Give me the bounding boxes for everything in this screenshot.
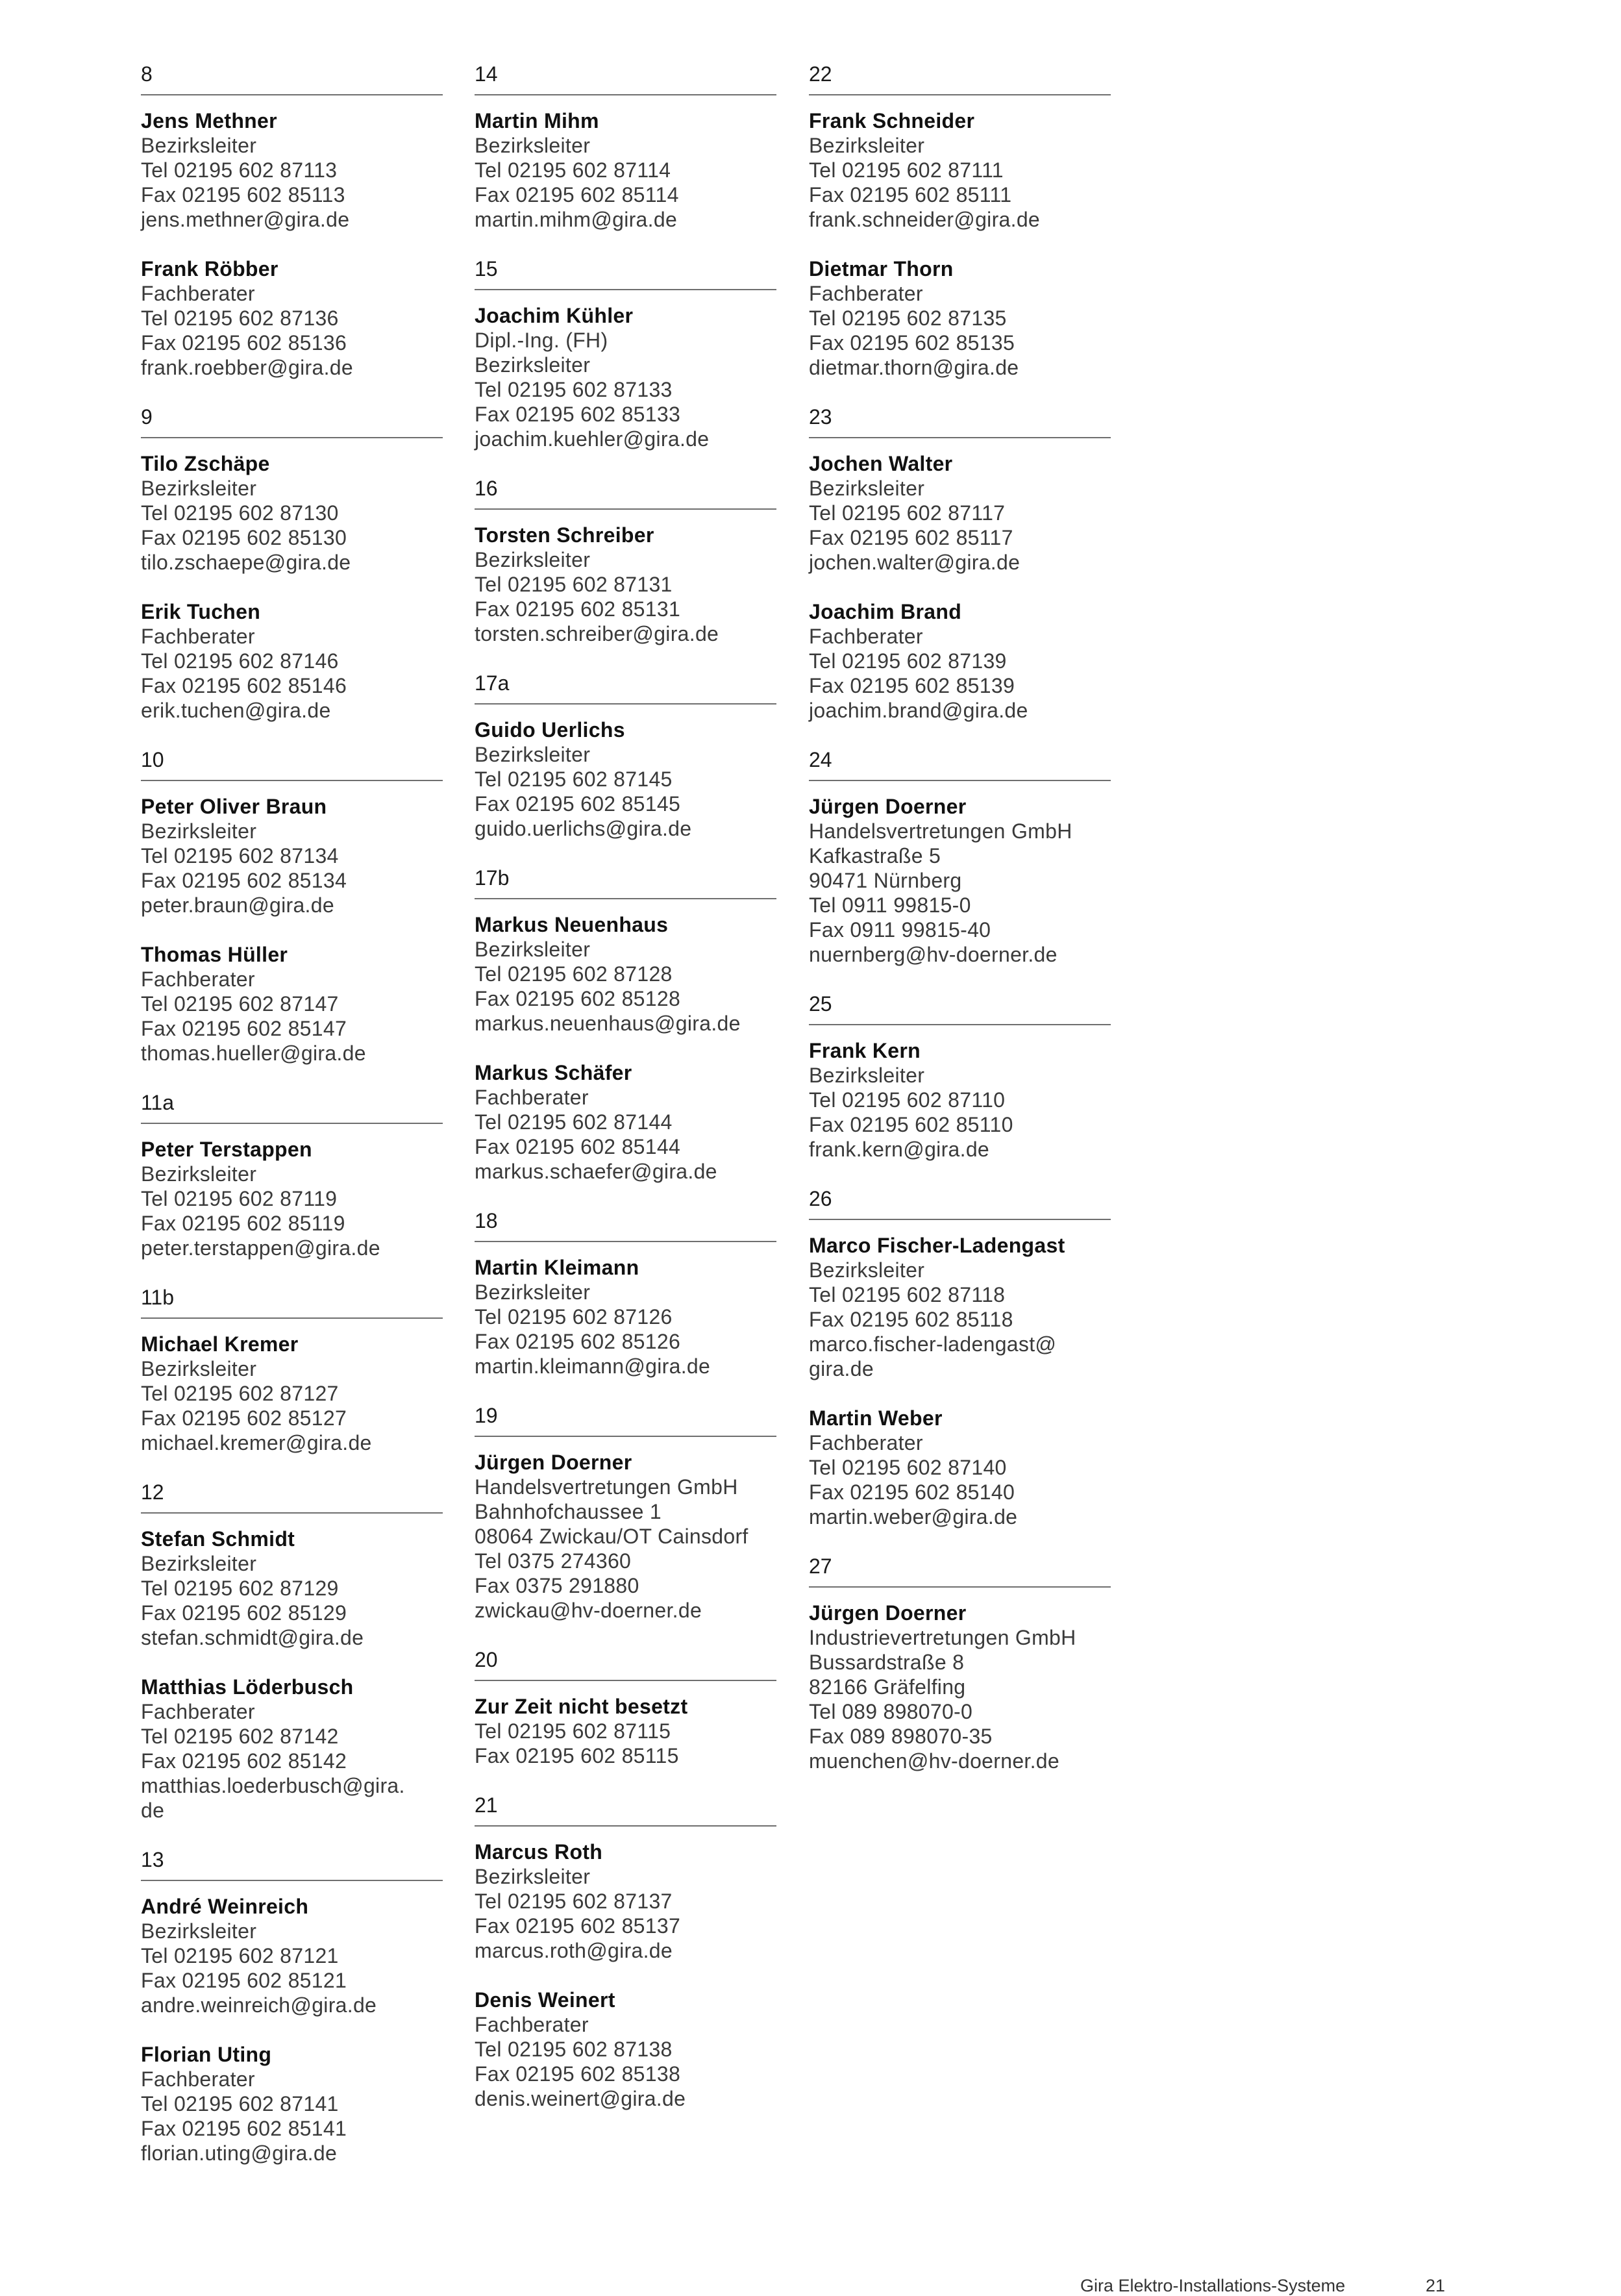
contact-detail: peter.braun@gira.de bbox=[141, 893, 334, 917]
contact-name: Martin Kleimann bbox=[475, 1256, 639, 1279]
contact-name: Martin Weber bbox=[809, 1406, 943, 1430]
contact-card bbox=[475, 303, 776, 451]
region-block bbox=[475, 866, 776, 1184]
contact-detail: Fax 02195 602 85142 bbox=[141, 1749, 347, 1773]
contact-card bbox=[475, 1450, 776, 1623]
region-block bbox=[475, 476, 776, 646]
contact-detail: Bezirksleiter bbox=[141, 1552, 257, 1575]
contact-detail: Fachberater bbox=[141, 625, 255, 648]
region-number: 17b bbox=[475, 866, 776, 899]
region-number: 19 bbox=[475, 1403, 776, 1437]
contact-detail: frank.schneider@gira.de bbox=[809, 208, 1041, 231]
region-block bbox=[475, 256, 776, 451]
contact-detail: Tel 02195 602 87145 bbox=[475, 767, 673, 791]
contact-detail: martin.mihm@gira.de bbox=[475, 208, 678, 231]
contact-name: Martin Mihm bbox=[475, 109, 599, 132]
contact-detail: Fax 0375 291880 bbox=[475, 1574, 639, 1597]
contact-detail: martin.weber@gira.de bbox=[809, 1505, 1018, 1529]
region-number: 18 bbox=[475, 1208, 776, 1242]
contact-name: Marcus Roth bbox=[475, 1840, 603, 1864]
contact-detail: Bezirksleiter bbox=[809, 1064, 925, 1087]
contact-name: Frank Schneider bbox=[809, 109, 975, 132]
region-block bbox=[475, 1647, 776, 1768]
contact-detail: Tel 02195 602 87119 bbox=[141, 1187, 338, 1210]
region-number: 16 bbox=[475, 476, 776, 510]
contact-name: Frank Kern bbox=[809, 1039, 921, 1062]
contact-detail: markus.neuenhaus@gira.de bbox=[475, 1012, 741, 1035]
contact-detail: Fax 02195 602 85117 bbox=[809, 526, 1013, 549]
region-block bbox=[475, 1208, 776, 1379]
contact-name: Jens Methner bbox=[141, 109, 277, 132]
contact-card bbox=[141, 599, 443, 723]
contact-card bbox=[809, 1406, 1111, 1529]
contact-detail: Fax 02195 602 85138 bbox=[475, 2062, 681, 2086]
contact-detail: zwickau@hv-doerner.de bbox=[475, 1599, 702, 1622]
contact-detail: jochen.walter@gira.de bbox=[809, 551, 1021, 574]
contact-detail: Fachberater bbox=[475, 2013, 589, 2036]
contact-card bbox=[475, 1255, 776, 1379]
contact-detail: 90471 Nürnberg bbox=[809, 869, 962, 892]
contact-detail: Tel 02195 602 87139 bbox=[809, 649, 1007, 673]
contact-detail: Fax 02195 602 85131 bbox=[475, 597, 681, 621]
contact-name: Denis Weinert bbox=[475, 1988, 615, 2012]
contact-detail: Tel 02195 602 87111 bbox=[809, 158, 1004, 182]
region-block bbox=[141, 62, 443, 380]
region-block bbox=[809, 1554, 1111, 1773]
contact-detail: peter.terstappen@gira.de bbox=[141, 1236, 380, 1260]
contact-detail: Tel 02195 602 87147 bbox=[141, 992, 339, 1016]
column-2 bbox=[475, 62, 776, 2136]
contact-card bbox=[141, 451, 443, 575]
contact-detail: marcus.roth@gira.de bbox=[475, 1939, 673, 1962]
region-block bbox=[141, 1090, 443, 1260]
contact-detail: Bezirksleiter bbox=[475, 353, 591, 377]
contact-detail: denis.weinert@gira.de bbox=[475, 2087, 686, 2110]
contact-detail: Tel 02195 602 87146 bbox=[141, 649, 339, 673]
contact-name: André Weinreich bbox=[141, 1895, 309, 1918]
contact-name: Jochen Walter bbox=[809, 452, 953, 475]
contact-detail: Fax 02195 602 85137 bbox=[475, 1914, 681, 1938]
contact-detail: gira.de bbox=[809, 1357, 874, 1380]
region-block bbox=[141, 1847, 443, 2165]
contact-detail: Dipl.-Ing. (FH) bbox=[475, 329, 608, 352]
contact-detail: Tel 02195 602 87134 bbox=[141, 844, 339, 867]
region-block bbox=[141, 1480, 443, 1823]
contact-detail: Tel 0375 274360 bbox=[475, 1549, 632, 1573]
contact-card bbox=[475, 1840, 776, 1963]
contact-detail: Fax 02195 602 85136 bbox=[141, 331, 347, 355]
contact-card bbox=[475, 108, 776, 232]
region-number: 24 bbox=[809, 747, 1111, 781]
contact-detail: thomas.hueller@gira.de bbox=[141, 1042, 366, 1065]
contact-detail: matthias.loederbusch@gira. bbox=[141, 1774, 405, 1797]
contact-name: Zur Zeit nicht besetzt bbox=[475, 1695, 688, 1718]
contact-detail: Fax 02195 602 85141 bbox=[141, 2117, 347, 2140]
contact-card bbox=[475, 912, 776, 1036]
contact-detail: Bezirksleiter bbox=[141, 1357, 257, 1380]
contact-detail: Bezirksleiter bbox=[141, 819, 257, 843]
contact-name: Dietmar Thorn bbox=[809, 257, 954, 281]
contact-card bbox=[141, 1675, 443, 1823]
contact-detail: Fax 02195 602 85147 bbox=[141, 1017, 347, 1040]
contact-name: Peter Oliver Braun bbox=[141, 795, 327, 818]
region-number: 12 bbox=[141, 1480, 443, 1514]
region-block bbox=[475, 1403, 776, 1623]
contact-detail: Tel 02195 602 87133 bbox=[475, 378, 673, 401]
contact-detail: Fax 02195 602 85145 bbox=[475, 792, 681, 816]
region-number: 26 bbox=[809, 1186, 1111, 1220]
contact-detail: Tel 02195 602 87110 bbox=[809, 1088, 1006, 1112]
contact-detail: Bezirksleiter bbox=[141, 1919, 257, 1943]
contact-detail: Tel 02195 602 87137 bbox=[475, 1890, 673, 1913]
contact-name: Markus Schäfer bbox=[475, 1061, 632, 1084]
region-block bbox=[809, 62, 1111, 380]
region-block bbox=[141, 405, 443, 723]
region-number: 13 bbox=[141, 1847, 443, 1881]
contact-detail: andre.weinreich@gira.de bbox=[141, 1993, 377, 2017]
contact-detail: Fax 02195 602 85133 bbox=[475, 403, 681, 426]
contact-detail: Bezirksleiter bbox=[475, 548, 591, 571]
contact-detail: Fax 02195 602 85115 bbox=[475, 1744, 679, 1767]
region-number: 11b bbox=[141, 1285, 443, 1319]
contact-detail: Tel 02195 602 87128 bbox=[475, 962, 673, 986]
contact-card bbox=[475, 1988, 776, 2111]
contact-detail: Tel 0911 99815-0 bbox=[809, 893, 971, 917]
contact-detail: Fachberater bbox=[809, 625, 923, 648]
contact-detail: Fachberater bbox=[475, 1086, 589, 1109]
contact-detail: Fax 02195 602 85126 bbox=[475, 1330, 681, 1353]
contact-detail: Fax 02195 602 85118 bbox=[809, 1308, 1013, 1331]
contact-name: Frank Röbber bbox=[141, 257, 278, 281]
contact-detail: Fax 02195 602 85110 bbox=[809, 1113, 1013, 1136]
contact-name: Jürgen Doerner bbox=[809, 795, 967, 818]
contact-card bbox=[475, 523, 776, 646]
contact-detail: muenchen@hv-doerner.de bbox=[809, 1749, 1059, 1773]
region-number: 20 bbox=[475, 1647, 776, 1681]
contact-detail: martin.kleimann@gira.de bbox=[475, 1354, 711, 1378]
contact-detail: Tel 02195 602 87118 bbox=[809, 1283, 1006, 1306]
contact-detail: Bezirksleiter bbox=[141, 477, 257, 500]
contact-detail: Fachberater bbox=[141, 1700, 255, 1723]
contact-card bbox=[141, 256, 443, 380]
contact-detail: Fax 02195 602 85146 bbox=[141, 674, 347, 697]
region-number: 22 bbox=[809, 62, 1111, 95]
contact-detail: Tel 089 898070-0 bbox=[809, 1700, 973, 1723]
contact-detail: Tel 02195 602 87141 bbox=[141, 2092, 339, 2115]
region-block bbox=[809, 405, 1111, 723]
contact-detail: Bezirksleiter bbox=[809, 477, 925, 500]
contact-detail: Bezirksleiter bbox=[475, 1280, 591, 1304]
region-number: 25 bbox=[809, 992, 1111, 1025]
contact-card bbox=[809, 794, 1111, 967]
region-block bbox=[475, 62, 776, 232]
contact-detail: Tel 02195 602 87114 bbox=[475, 158, 671, 182]
contact-card bbox=[809, 1233, 1111, 1381]
contact-detail: frank.roebber@gira.de bbox=[141, 356, 353, 379]
contact-card bbox=[809, 1601, 1111, 1773]
contact-detail: Fax 02195 602 85130 bbox=[141, 526, 347, 549]
region-block bbox=[809, 992, 1111, 1162]
region-block bbox=[141, 747, 443, 1066]
contact-detail: Tel 02195 602 87136 bbox=[141, 306, 339, 330]
region-number: 27 bbox=[809, 1554, 1111, 1588]
contact-detail: Bussardstraße 8 bbox=[809, 1651, 965, 1674]
contact-detail: 08064 Zwickau/OT Cainsdorf bbox=[475, 1525, 749, 1548]
region-number: 9 bbox=[141, 405, 443, 438]
contact-name: Florian Uting bbox=[141, 2043, 272, 2066]
contact-detail: Bezirksleiter bbox=[475, 743, 591, 766]
contact-card bbox=[809, 451, 1111, 575]
region-number: 15 bbox=[475, 256, 776, 290]
contact-name: Thomas Hüller bbox=[141, 943, 288, 966]
contact-detail: frank.kern@gira.de bbox=[809, 1138, 990, 1161]
contact-detail: Tel 02195 602 87121 bbox=[141, 1944, 339, 1967]
contact-detail: Bezirksleiter bbox=[141, 1162, 257, 1186]
contact-card bbox=[141, 1137, 443, 1260]
contact-detail: Handelsvertretungen GmbH bbox=[809, 819, 1072, 843]
footer-title: Gira Elektro-Installations-Systeme bbox=[1080, 2276, 1346, 2295]
contact-name: Markus Neuenhaus bbox=[475, 913, 669, 936]
contact-detail: Fax 02195 602 85113 bbox=[141, 183, 345, 206]
region-block bbox=[809, 1186, 1111, 1529]
contact-detail: Bezirksleiter bbox=[475, 938, 591, 961]
contact-detail: Handelsvertretungen GmbH bbox=[475, 1475, 738, 1499]
contact-detail: jens.methner@gira.de bbox=[141, 208, 350, 231]
contact-detail: michael.kremer@gira.de bbox=[141, 1431, 372, 1454]
contact-card bbox=[141, 1332, 443, 1455]
contact-detail: Tel 02195 602 87142 bbox=[141, 1725, 339, 1748]
contact-detail: de bbox=[141, 1799, 165, 1822]
column-1 bbox=[141, 62, 443, 2190]
contact-detail: nuernberg@hv-doerner.de bbox=[809, 943, 1058, 966]
contact-card bbox=[141, 794, 443, 917]
contact-detail: Fachberater bbox=[809, 1431, 923, 1454]
contact-detail: Tel 02195 602 87138 bbox=[475, 2038, 673, 2061]
contact-card bbox=[141, 1894, 443, 2017]
contact-detail: Fax 089 898070-35 bbox=[809, 1725, 993, 1748]
contact-detail: markus.schaefer@gira.de bbox=[475, 1160, 717, 1183]
page-number: 21 bbox=[1426, 2276, 1446, 2295]
region-number: 11a bbox=[141, 1090, 443, 1124]
contact-detail: Fax 02195 602 85127 bbox=[141, 1406, 347, 1430]
contact-detail: Tel 02195 602 87135 bbox=[809, 306, 1007, 330]
contact-detail: Industrievertretungen GmbH bbox=[809, 1626, 1076, 1649]
contact-detail: Bezirksleiter bbox=[809, 1258, 925, 1282]
region-number: 10 bbox=[141, 747, 443, 781]
contact-detail: Fax 02195 602 85111 bbox=[809, 183, 1012, 206]
contact-detail: 82166 Gräfelfing bbox=[809, 1675, 966, 1699]
contact-card bbox=[475, 718, 776, 841]
contact-detail: Fax 02195 602 85139 bbox=[809, 674, 1015, 697]
contact-detail: Fax 02195 602 85140 bbox=[809, 1480, 1015, 1504]
contact-detail: joachim.brand@gira.de bbox=[809, 699, 1028, 722]
region-number: 21 bbox=[475, 1793, 776, 1827]
contact-detail: Fax 02195 602 85144 bbox=[475, 1135, 681, 1158]
contact-card bbox=[141, 1527, 443, 1650]
region-block bbox=[475, 1793, 776, 2111]
contact-detail: Tel 02195 602 87113 bbox=[141, 158, 338, 182]
contact-name: Michael Kremer bbox=[141, 1332, 299, 1356]
contact-card bbox=[475, 1694, 776, 1768]
contact-detail: guido.uerlichs@gira.de bbox=[475, 817, 692, 840]
contact-detail: Tel 02195 602 87115 bbox=[475, 1719, 671, 1743]
contact-detail: Fachberater bbox=[141, 2067, 255, 2091]
region-block bbox=[809, 747, 1111, 967]
contact-card bbox=[141, 2042, 443, 2165]
contact-detail: Fax 02195 602 85128 bbox=[475, 987, 681, 1010]
contact-name: Torsten Schreiber bbox=[475, 523, 654, 547]
contact-detail: Fax 02195 602 85134 bbox=[141, 869, 347, 892]
contact-name: Jürgen Doerner bbox=[475, 1451, 632, 1474]
contact-detail: Kafkastraße 5 bbox=[809, 844, 941, 867]
contact-detail: Bezirksleiter bbox=[141, 134, 257, 157]
contact-card bbox=[141, 108, 443, 232]
contact-detail: Tel 02195 602 87117 bbox=[809, 501, 1006, 525]
contact-detail: Tel 02195 602 87126 bbox=[475, 1305, 673, 1329]
contact-detail: Tel 02195 602 87131 bbox=[475, 573, 673, 596]
column-3 bbox=[809, 62, 1111, 1798]
contact-detail: Bezirksleiter bbox=[475, 1865, 591, 1888]
contact-name: Joachim Kühler bbox=[475, 304, 634, 327]
contact-detail: stefan.schmidt@gira.de bbox=[141, 1626, 364, 1649]
contact-detail: dietmar.thorn@gira.de bbox=[809, 356, 1019, 379]
contact-detail: Tel 02195 602 87140 bbox=[809, 1456, 1007, 1479]
contact-detail: Tel 02195 602 87127 bbox=[141, 1382, 339, 1405]
region-number: 14 bbox=[475, 62, 776, 95]
contact-name: Tilo Zschäpe bbox=[141, 452, 270, 475]
contact-detail: Fax 02195 602 85121 bbox=[141, 1969, 347, 1992]
contact-detail: marco.fischer-ladengast@ bbox=[809, 1332, 1057, 1356]
contact-detail: Fax 02195 602 85114 bbox=[475, 183, 679, 206]
contact-detail: Fachberater bbox=[809, 282, 923, 305]
contact-name: Peter Terstappen bbox=[141, 1138, 312, 1161]
contact-name: Erik Tuchen bbox=[141, 600, 261, 623]
contact-detail: joachim.kuehler@gira.de bbox=[475, 427, 710, 451]
region-block bbox=[141, 1285, 443, 1455]
contact-detail: Bezirksleiter bbox=[809, 134, 925, 157]
contact-detail: Tel 02195 602 87144 bbox=[475, 1110, 673, 1134]
contact-detail: torsten.schreiber@gira.de bbox=[475, 622, 719, 645]
contact-card bbox=[141, 942, 443, 1066]
contact-name: Stefan Schmidt bbox=[141, 1527, 295, 1551]
contact-detail: Fax 02195 602 85119 bbox=[141, 1212, 345, 1235]
contact-detail: Fachberater bbox=[141, 282, 255, 305]
region-number: 23 bbox=[809, 405, 1111, 438]
region-block bbox=[475, 671, 776, 841]
contact-card bbox=[809, 1038, 1111, 1162]
contact-detail: tilo.zschaepe@gira.de bbox=[141, 551, 351, 574]
contact-detail: florian.uting@gira.de bbox=[141, 2141, 338, 2165]
contact-card bbox=[809, 256, 1111, 380]
contact-card bbox=[809, 599, 1111, 723]
contact-card bbox=[475, 1060, 776, 1184]
contact-name: Jürgen Doerner bbox=[809, 1601, 967, 1625]
region-number: 8 bbox=[141, 62, 443, 95]
contact-detail: Fachberater bbox=[141, 967, 255, 991]
contact-detail: Bezirksleiter bbox=[475, 134, 591, 157]
contact-detail: Fax 02195 602 85135 bbox=[809, 331, 1015, 355]
contact-name: Joachim Brand bbox=[809, 600, 962, 623]
contact-name: Marco Fischer-Ladengast bbox=[809, 1234, 1065, 1257]
contact-detail: Tel 02195 602 87130 bbox=[141, 501, 339, 525]
contact-detail: erik.tuchen@gira.de bbox=[141, 699, 331, 722]
contact-card bbox=[809, 108, 1111, 232]
contact-name: Matthias Löderbusch bbox=[141, 1675, 354, 1699]
contact-detail: Fax 0911 99815-40 bbox=[809, 918, 991, 942]
contact-name: Guido Uerlichs bbox=[475, 718, 625, 742]
region-number: 17a bbox=[475, 671, 776, 705]
contact-detail: Bahnhofchaussee 1 bbox=[475, 1500, 662, 1523]
contact-detail: Tel 02195 602 87129 bbox=[141, 1577, 339, 1600]
contact-detail: Fax 02195 602 85129 bbox=[141, 1601, 347, 1625]
